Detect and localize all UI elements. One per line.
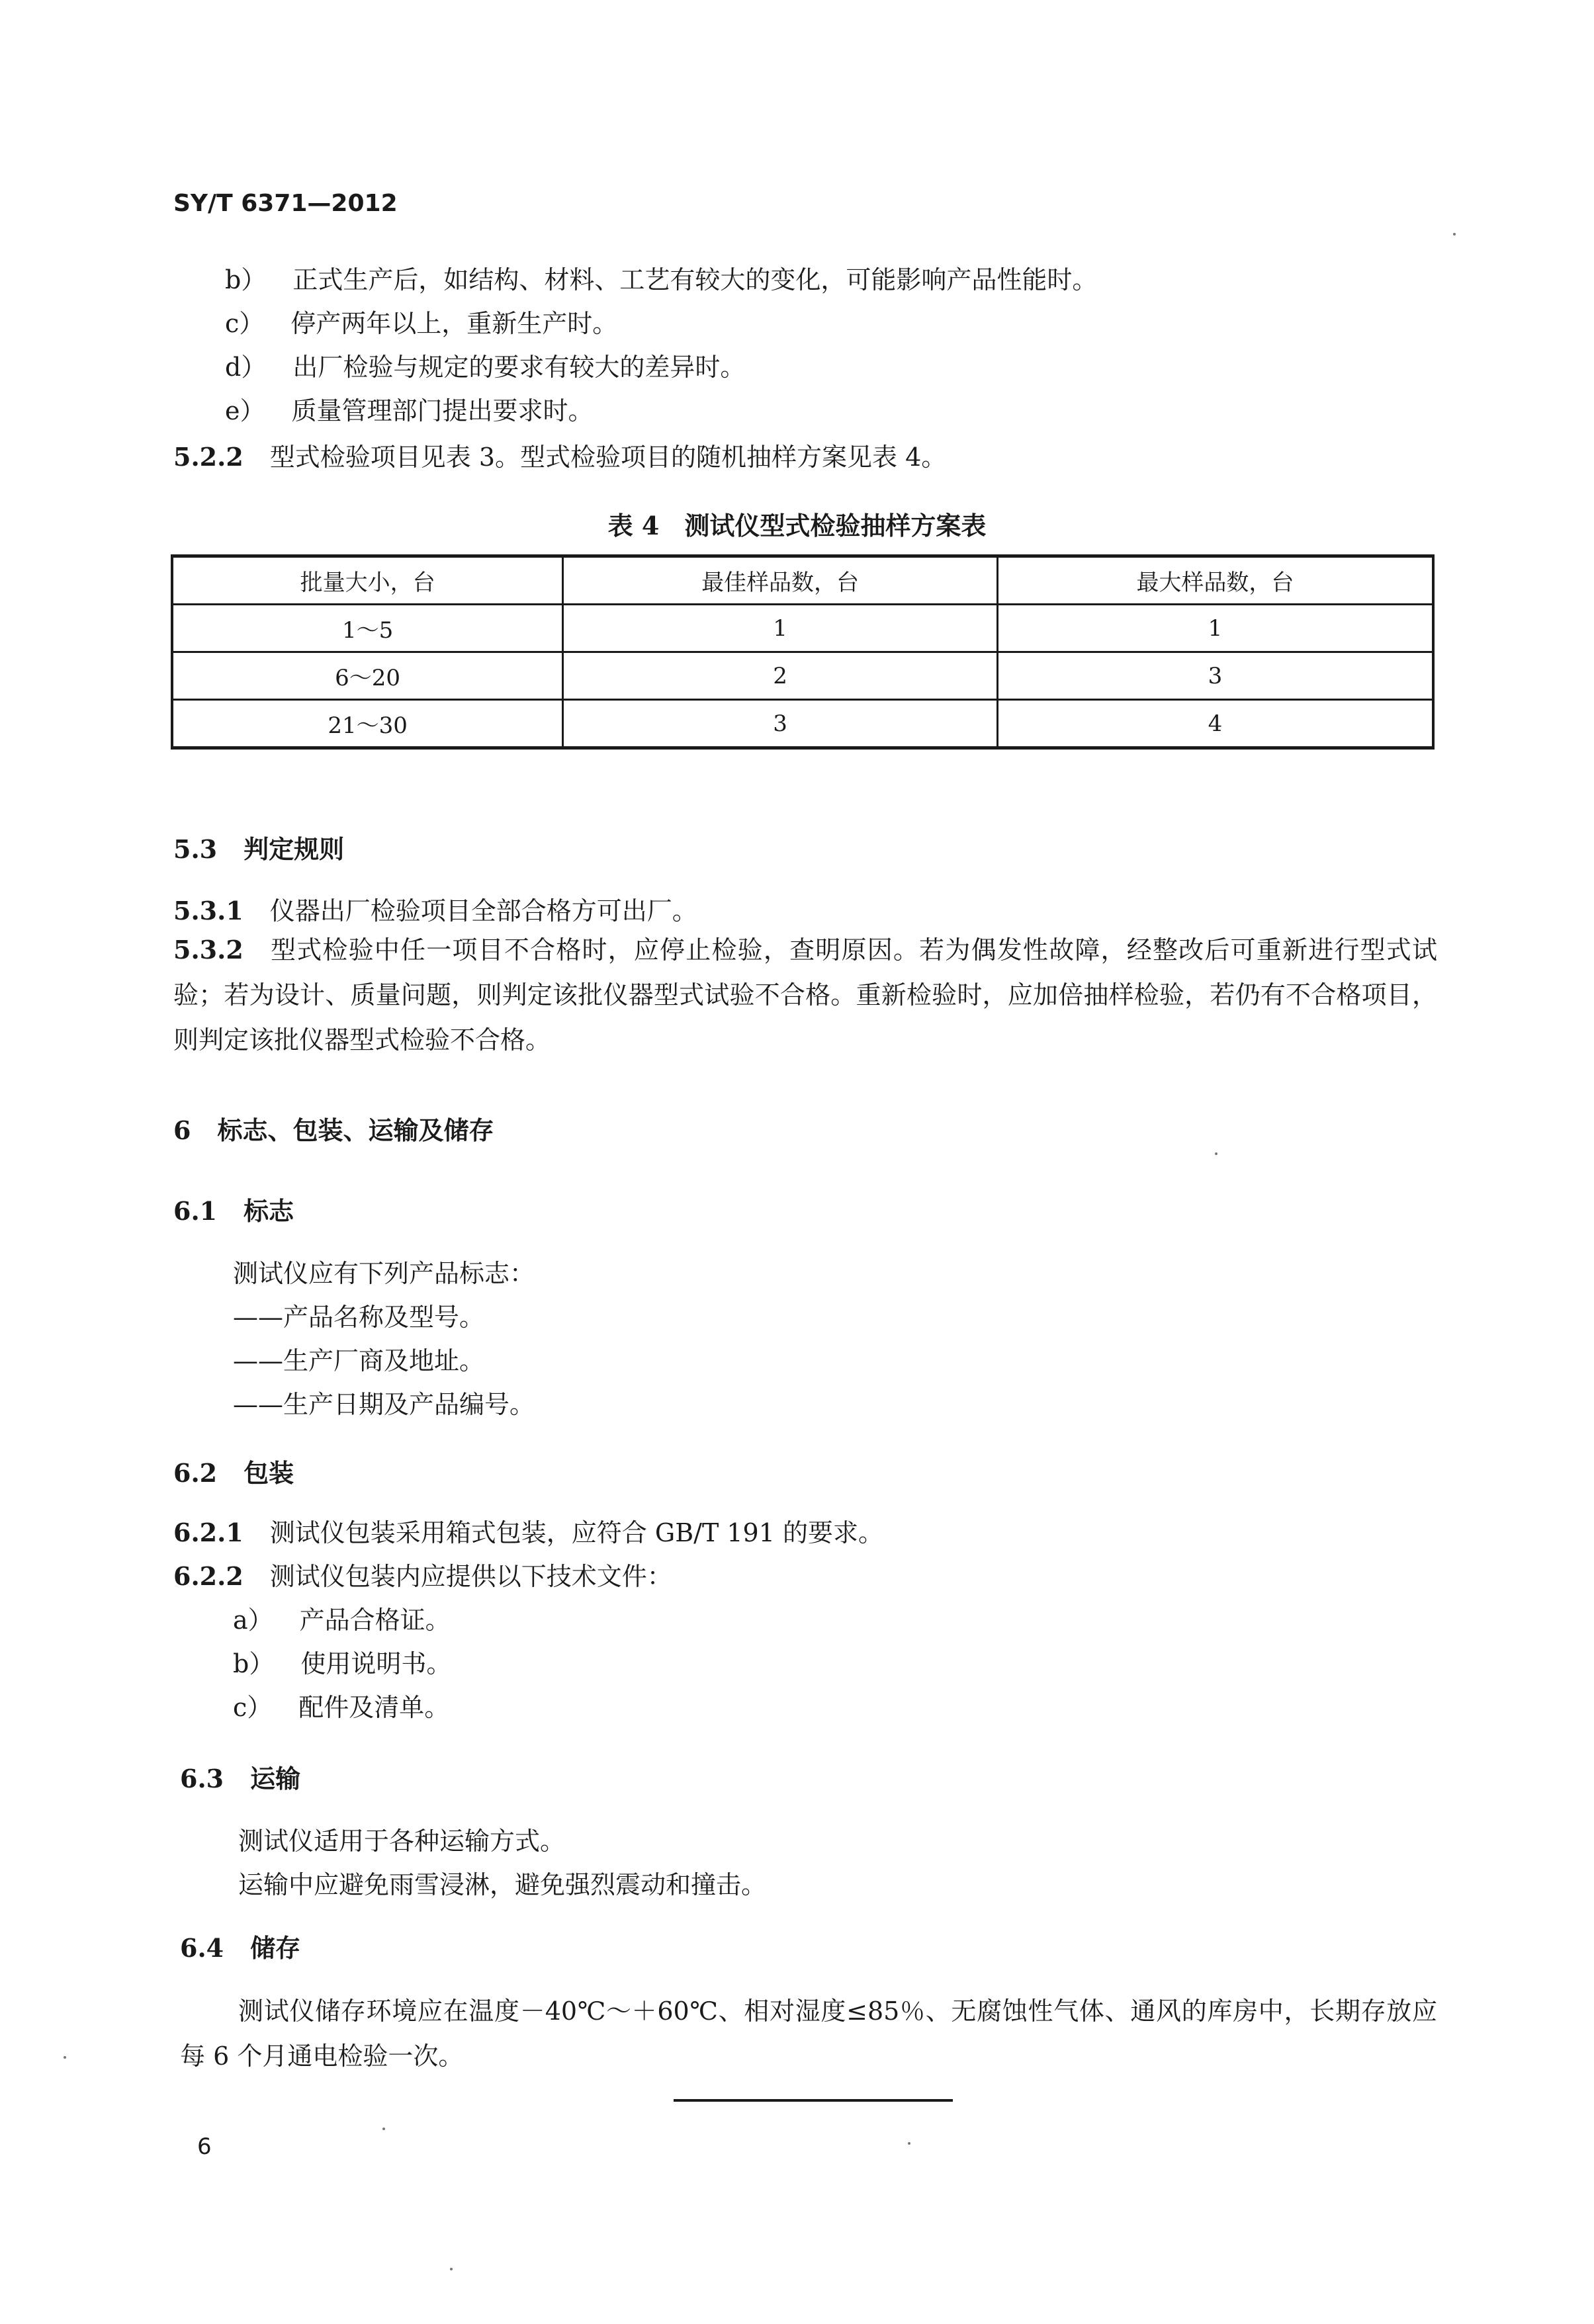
clause-number: 5.2.2: [173, 442, 244, 472]
clause-number: 5.3.2: [173, 935, 244, 965]
list-marker: e）: [225, 396, 265, 425]
table-cell: 21～30: [172, 700, 563, 748]
table-cell: 2: [563, 652, 998, 700]
list-text: 正式生产后，如结构、材料、工艺有较大的变化，可能影响产品性能时。: [292, 265, 1098, 294]
marking-intro: 测试仪应有下列产品标志：: [233, 1259, 535, 1288]
section-heading-6-2: [173, 1458, 294, 1488]
list-item: [225, 311, 617, 336]
scan-speck: [1453, 233, 1456, 236]
table-cell: 6～20: [172, 652, 563, 700]
clause-5-3-1: [173, 898, 697, 924]
section-title: 标志: [244, 1196, 294, 1226]
list-text: 使用说明书。: [300, 1649, 452, 1678]
chapter-title: 标志、包装、运输及储存: [217, 1115, 494, 1145]
list-marker: c）: [233, 1693, 273, 1722]
table-title: 表 4 测试仪型式检验抽样方案表: [607, 511, 987, 540]
section-number: 6.3: [180, 1764, 224, 1793]
clause-text: 测试仪包装采用箱式包装，应符合 GB/T 191 的要求。: [269, 1518, 883, 1547]
transport-line: 运输中应避免雨雪浸淋，避免强烈震动和撞击。: [238, 1870, 767, 1899]
list-item: [233, 1695, 449, 1720]
list-marker: d）: [225, 353, 267, 382]
table-cell: 1～5: [172, 605, 563, 652]
sampling-table: [171, 554, 1435, 750]
table-header-cell: 最佳样品数，台: [563, 556, 998, 605]
standard-code: SY/T 6371—2012: [173, 190, 398, 217]
list-item: ——产品名称及型号。: [233, 1303, 485, 1332]
section-number: 6.4: [180, 1933, 224, 1963]
scan-speck: [450, 2268, 453, 2270]
clause-text: 测试仪包装内应提供以下技术文件：: [269, 1562, 672, 1591]
list-item: [233, 1651, 451, 1676]
list-item: [225, 355, 745, 380]
chapter-heading-6: [173, 1115, 494, 1145]
clause-number: 6.2.2: [173, 1561, 244, 1591]
section-number: 5.3: [173, 834, 218, 864]
clause-text: 型式检验项目见表 3。型式检验项目的随机抽样方案见表 4。: [269, 443, 947, 472]
clause-number: 6.2.1: [173, 1518, 244, 1547]
storage-text: 测试仪储存环境应在温度－40℃～＋60℃、相对湿度≤85％、无腐蚀性气体、通风的库房中，长期存放应每 6 个月通电检验一次。: [180, 1997, 1437, 2071]
clause-text: 型式检验中任一项目不合格时，应停止检验，查明原因。若为偶发性故障，经整改后可重新进行型式试验；若为设计、质量问题，则判定该批仪器型式试验不合格。重新检验时，应加倍抽样检验，若仍有不合格项目，则判定该批仪器型式检验不合格。: [173, 935, 1437, 1054]
table-header-cell: 批量大小，台: [172, 556, 563, 605]
section-heading-6-4: [180, 1933, 301, 1963]
list-marker: b）: [225, 265, 267, 294]
section-title: 运输: [250, 1764, 301, 1793]
table-row: [172, 652, 1433, 700]
section-heading-6-3: [180, 1766, 300, 1791]
list-item: ——生产厂商及地址。: [233, 1346, 485, 1375]
page-number: 6: [197, 2133, 212, 2160]
list-text: 配件及清单。: [298, 1693, 450, 1722]
list-item: [225, 398, 594, 423]
section-title: 储存: [250, 1933, 301, 1963]
list-text: 质量管理部门提出要求时。: [291, 396, 594, 425]
list-item: [233, 1608, 451, 1633]
table-cell: 1: [563, 605, 998, 652]
table-cell: 1: [997, 605, 1433, 652]
list-marker: b）: [233, 1649, 275, 1678]
list-item: ——生产日期及产品编号。: [233, 1390, 535, 1419]
section-number: 6.1: [173, 1196, 218, 1226]
clause-5-3-2: [173, 927, 1437, 1062]
list-item: [225, 267, 1097, 292]
scan-speck: [1215, 1152, 1218, 1155]
table-cell: 3: [563, 700, 998, 748]
chapter-number: 6: [173, 1115, 191, 1145]
list-marker: c）: [225, 309, 265, 338]
clause-6-2-1: [173, 1520, 883, 1545]
list-text: 停产两年以上，重新生产时。: [290, 309, 618, 338]
section-title: 判定规则: [244, 834, 345, 864]
section-number: 6.2: [173, 1458, 218, 1488]
table-header-row: [172, 556, 1433, 605]
clause-number: 5.3.1: [173, 896, 244, 925]
scan-speck: [64, 2056, 66, 2059]
scan-speck: [382, 2128, 385, 2130]
table-header-cell: 最大样品数，台: [997, 556, 1433, 605]
clause-text: 仪器出厂检验项目全部合格方可出厂。: [269, 896, 697, 925]
list-marker: a）: [233, 1606, 273, 1635]
transport-line: 测试仪适用于各种运输方式。: [238, 1827, 566, 1856]
section-title: 包装: [244, 1458, 294, 1488]
section-heading-6-1: [173, 1196, 294, 1226]
clause-6-2-2: [173, 1561, 672, 1591]
table-row: [172, 605, 1433, 652]
list-text: 产品合格证。: [299, 1606, 451, 1635]
clause-5-2-2: [173, 442, 947, 472]
table-cell: 4: [997, 700, 1433, 748]
table-row: [172, 700, 1433, 748]
end-rule: [674, 2099, 953, 2102]
section-heading-5-3: [173, 834, 345, 864]
table-cell: 3: [997, 652, 1433, 700]
scan-speck: [908, 2142, 910, 2145]
list-text: 出厂检验与规定的要求有较大的差异时。: [292, 353, 746, 382]
